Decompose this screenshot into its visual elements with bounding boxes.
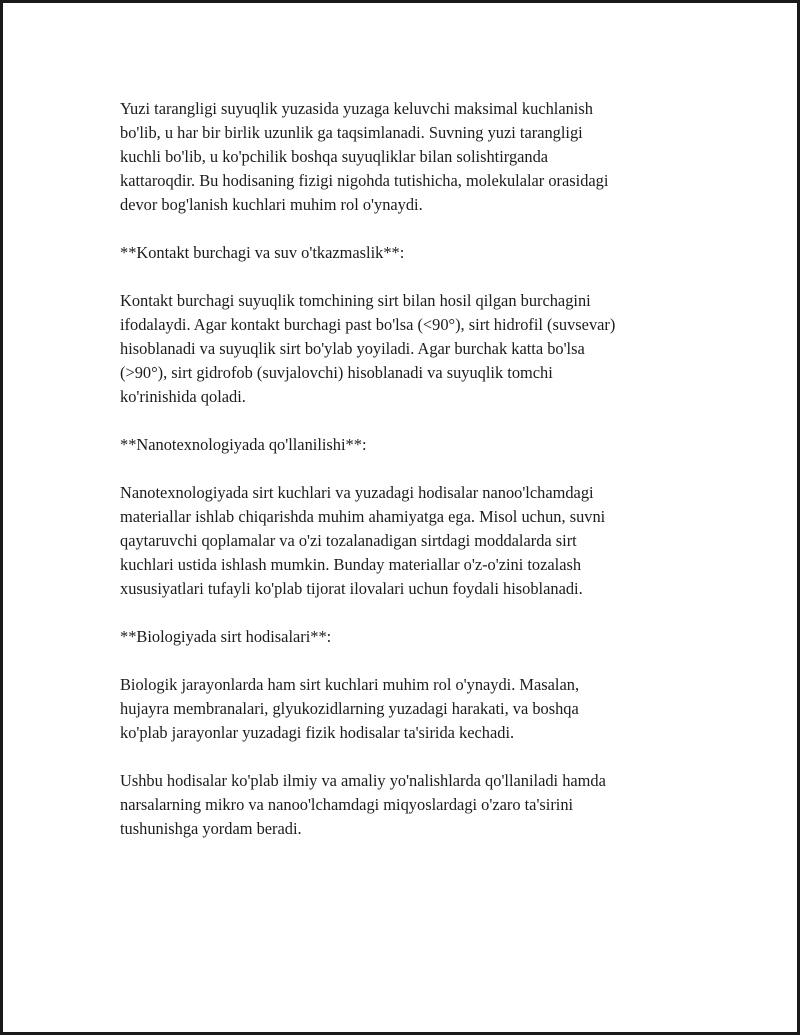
paragraph-nanotechnology: Nanotexnologiyada sirt kuchlari va yuzadagi hodisalar nanoo'lchamdagi materiallar ishlab chiqarishda muhim ahamiyatga ega. Misol uchun, suvni qaytaruvchi qoplamalar va o'zi tozalanadigan sirtdagi moddalarda sirt kuchlari ustida ishlash mumkin. Bunday materiallar o'z-o'zini tozalash xususiyatlari tufayli ko'plab tijorat ilovalari uchun foydali hisoblanadi. [120,483,606,598]
paragraph-surface-tension: Yuzi tarangligi suyuqlik yuzasida yuzaga keluvchi maksimal kuchlanish bo'lib, u har bir birlik uzunlik ga taqsimlanadi. Suvning yuzi tarangligi kuchli bo'lib, u ko'pchilik boshqa suyuqliklar bilan solishtirganda kattaroqdir. Bu hodisaning fizigi nigohda tutishicha, molekulalar orasidagi devor bog'lanish kuchlari muhim rol o'ynaydi. [120,99,609,214]
heading-nanotechnology: **Nanotexnologiyada qo'llanilishi**: [120,435,367,454]
paragraph-biology: Biologik jarayonlarda ham sirt kuchlari muhim rol o'ynaydi. Masalan, hujayra membranalari, glyukozidlarning yuzadagi harakati, va boshqa ko'plab jarayonlar yuzadagi fizik hodisalar ta'sirida kechadi. [120,675,580,742]
paragraph-conclusion: Ushbu hodisalar ko'plab ilmiy va amaliy yo'nalishlarda qo'llaniladi hamda narsalarning mikro va nanoo'lchamdagi miqyoslardagi o'zaro ta'sirini tushunishga yordam beradi. [120,771,606,838]
heading-contact-angle: **Kontakt burchagi va suv o'tkazmaslik**: [120,243,405,262]
heading-biology: **Biologiyada sirt hodisalari**: [120,627,332,646]
paragraph-contact-angle: Kontakt burchagi suyuqlik tomchining sirt bilan hosil qilgan burchagini ifodalaydi. Agar kontakt burchagi past bo'lsa (<90°), sirt hidrofil (suvsevar) hisoblanadi va suyuqlik sirt bo'ylab yoyiladi. Agar burchak katta bo'lsa (>90°), sirt gidrofob (suvjalovchi) hisoblanadi va suyuqlik tomchi ko'rinishida qoladi. [120,291,616,406]
document-body [120,97,690,865]
